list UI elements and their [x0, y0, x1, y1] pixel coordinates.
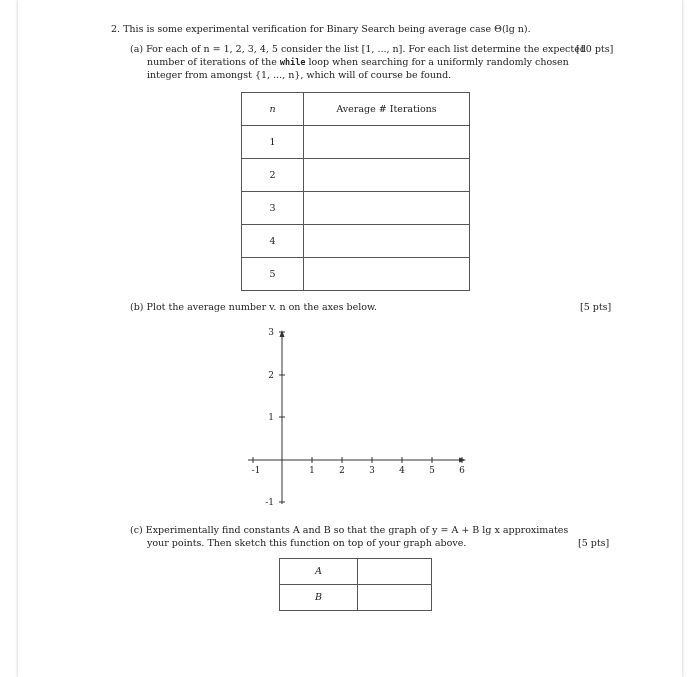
table-row [242, 159, 470, 192]
table-header-row [242, 93, 470, 126]
y-tick-label: 1 [268, 413, 274, 423]
constant-b-answer[interactable] [358, 585, 432, 611]
answer-cell[interactable] [304, 192, 470, 225]
table-row [242, 258, 470, 291]
part-a-line-2-pre: number of iterations of the [147, 57, 280, 68]
x-tick-label: 3 [369, 466, 375, 476]
y-axis-arrow-icon [280, 330, 285, 337]
x-tick-label: 4 [399, 466, 405, 476]
while-code: while [279, 58, 306, 68]
y-tick-label: 3 [268, 328, 274, 338]
n-cell: 4 [242, 225, 304, 258]
constant-a-label: A [280, 559, 358, 585]
table-row [280, 559, 432, 585]
part-a-line-1: (a) For each of n = 1, 2, 3, 4, 5 consider the list [1, ..., n]. For each list determine the expected [130, 44, 586, 55]
part-a-line-2-post: loop when searching for a uniformly randomly chosen [305, 57, 569, 68]
iterations-table [241, 92, 470, 291]
answer-cell[interactable] [304, 225, 470, 258]
answer-cell[interactable] [304, 159, 470, 192]
answer-cell[interactable] [304, 126, 470, 159]
constant-b-label: B [280, 585, 358, 611]
part-c-line-2: your points. Then sketch this function on top of your graph above. [147, 538, 467, 549]
part-b-points: [5 pts] [580, 302, 612, 313]
constants-table [279, 558, 432, 611]
table-row [280, 585, 432, 611]
part-a-points: [10 pts] [576, 44, 614, 55]
y-tick-label: -1 [265, 498, 274, 508]
plot-axes[interactable] [230, 320, 480, 510]
average-column-header: Average # Iterations [304, 93, 470, 126]
x-tick-label: 5 [429, 466, 435, 476]
n-cell: 1 [242, 126, 304, 159]
n-cell: 2 [242, 159, 304, 192]
n-column-header: n [242, 93, 304, 126]
n-cell: 5 [242, 258, 304, 291]
x-tick-label: -1 [251, 466, 261, 476]
answer-cell[interactable] [304, 258, 470, 291]
part-a-line-3: integer from amongst {1, ..., n}, which will of course be found. [147, 70, 452, 81]
question-heading: 2. This is some experimental verification for Binary Search being average case Θ(lg n). [111, 24, 531, 35]
table-row [242, 192, 470, 225]
table-row [242, 225, 470, 258]
x-tick-label: 6 [459, 466, 465, 476]
part-b-line: (b) Plot the average number v. n on the axes below. [130, 302, 378, 313]
x-tick-label: 2 [339, 466, 345, 476]
part-c-line-1: (c) Experimentally find constants A and B so that the graph of y = A + B lg x approximates [130, 525, 569, 536]
x-tick-label: 1 [309, 466, 315, 476]
part-c-points: [5 pts] [578, 538, 610, 549]
y-tick-label: 2 [268, 371, 274, 381]
n-cell: 3 [242, 192, 304, 225]
part-a-line-2 [147, 57, 569, 70]
table-row [242, 126, 470, 159]
constant-a-answer[interactable] [358, 559, 432, 585]
